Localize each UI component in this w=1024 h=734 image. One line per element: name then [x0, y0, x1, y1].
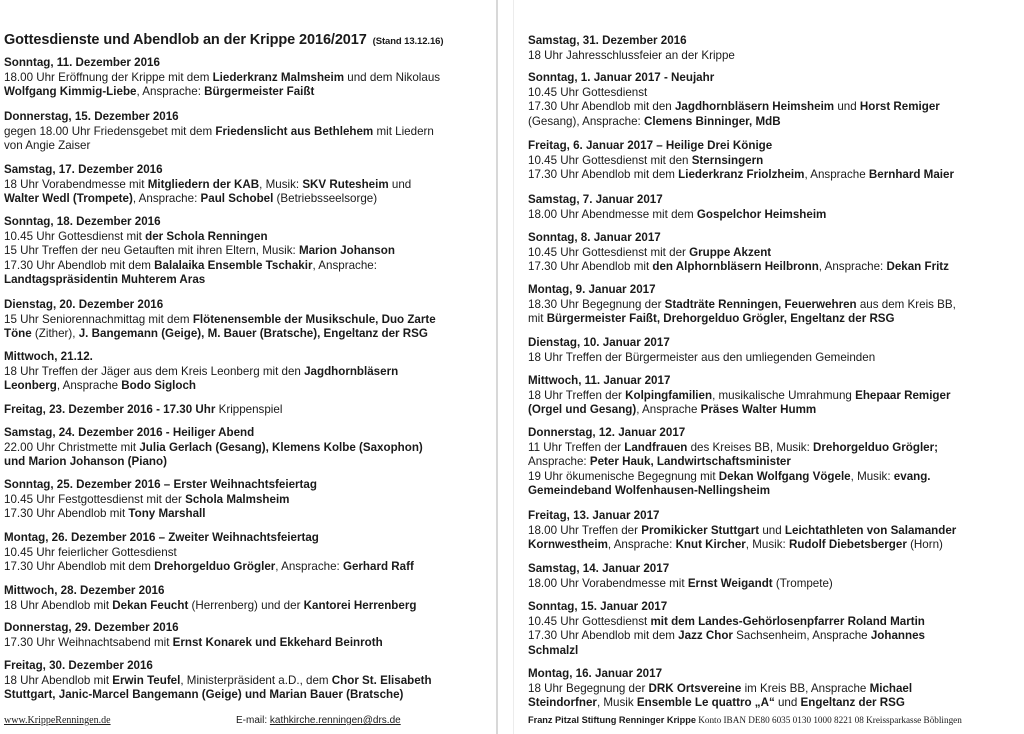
entry-date: Sonntag, 1. Januar 2017 - Neujahr: [528, 71, 715, 84]
entry-text: 17.30 Uhr Abendlob mit dem: [4, 258, 155, 272]
entry-line: [528, 538, 1020, 553]
fold-divider: [496, 0, 498, 734]
entry-line: [4, 178, 494, 193]
entry-line: [4, 636, 494, 651]
entry-highlight: Jagdhornbläsern: [304, 364, 399, 378]
schedule-entry: [528, 374, 1020, 418]
entry-line: [528, 455, 1020, 470]
entry-highlight: J. Bangemann (Geige), M. Bauer (Bratsche), Engeltanz der RSG: [78, 327, 428, 341]
schedule-entry: [4, 215, 494, 288]
schedule-entry: [4, 350, 494, 394]
entry-line: [4, 244, 494, 259]
entry-line: [4, 273, 494, 288]
entry-line: [4, 688, 494, 703]
entry-highlight: Knut Kircher: [675, 538, 746, 552]
entry-highlight: Dekan Fritz: [886, 260, 949, 274]
entry-text: des Kreises BB, Musik:: [687, 440, 814, 454]
entry-highlight: Chor St. Elisabeth: [331, 673, 432, 687]
entry-highlight: Johannes: [870, 629, 925, 643]
entry-highlight: Jagdhornbläsern Heimsheim: [674, 100, 835, 114]
entry-highlight: DRK Ortsvereine: [648, 681, 742, 695]
entry-highlight: Schola Malmsheim: [185, 492, 290, 506]
entry-highlight: Michael: [869, 681, 913, 695]
entry-text: (Betriebsseelsorge): [273, 192, 378, 206]
entry-highlight: Flötenensemble der Musikschule, Duo Zarte: [192, 312, 436, 326]
entry-text: 17.30 Uhr Abendlob mit dem: [528, 168, 679, 182]
entry-date: Donnerstag, 12. Januar 2017: [528, 426, 686, 439]
entry-text: , Ansprache: [804, 168, 869, 182]
entry-date: Sonntag, 8. Januar 2017: [528, 231, 661, 244]
website-link[interactable]: www.KrippeRenningen.de: [4, 715, 111, 726]
entry-highlight: Walter Wedl (Trompete): [4, 192, 133, 206]
entry-text: 10.45 Uhr feierlicher Gottesdienst: [4, 545, 177, 559]
schedule-entry: [528, 283, 1020, 327]
schedule-entry: [4, 56, 494, 100]
entry-highlight: Gemeindeband Wolfenhausen-Nellingsheim: [528, 484, 771, 498]
entry-line: [4, 192, 494, 207]
email-line: [236, 715, 401, 726]
entry-highlight: den Alphornbläsern Heilbronn: [652, 260, 819, 274]
entry-line: [4, 560, 494, 575]
title-stand: (Stand 13.12.16): [372, 36, 444, 47]
entry-text: 15 Uhr Seniorennachmittag mit dem: [4, 312, 193, 326]
entry-highlight: Stadträte Renningen, Feuerwehren: [664, 297, 857, 311]
entry-date: Dienstag, 20. Dezember 2016: [4, 298, 164, 311]
entry-highlight: Drehorgelduo Grögler;: [813, 440, 938, 454]
entry-highlight: Engeltanz der RSG: [800, 696, 905, 710]
schedule-entry: [528, 426, 1020, 499]
entry-highlight: Ernst Weigandt: [687, 576, 773, 590]
entry-highlight: SKV Rutesheim: [302, 177, 389, 191]
entry-line: [528, 246, 1020, 261]
entry-highlight: Landfrauen: [624, 440, 688, 454]
entry-text: 17.30 Uhr Abendlob mit den: [528, 100, 675, 114]
entry-highlight: Leichtathleten von Salamander: [784, 523, 957, 537]
entry-date: Mittwoch, 28. Dezember 2016: [4, 584, 165, 597]
entry-line: [528, 260, 1020, 275]
entry-line: [528, 86, 1020, 101]
entry-date: Mittwoch, 11. Januar 2017: [528, 374, 671, 387]
schedule-entry: [528, 71, 1020, 129]
entry-highlight: Erwin Teufel: [112, 673, 181, 687]
entry-text: 10.45 Uhr Gottesdienst mit den: [528, 153, 692, 167]
entry-highlight: Schmalzl: [528, 643, 579, 657]
entry-highlight: Gruppe Akzent: [689, 245, 772, 259]
entry-line: [528, 208, 1020, 223]
entry-date: Donnerstag, 15. Dezember 2016: [4, 110, 179, 123]
entry-line: [4, 599, 494, 614]
entry-date: Freitag, 6. Januar 2017 – Heilige Drei Könige: [528, 139, 773, 152]
entry-highlight: Stuttgart, Janic-Marcel Bangemann (Geige) und Marian Bauer (Bratsche): [4, 688, 404, 702]
entry-text: 17.30 Uhr Abendlob mit: [4, 507, 129, 521]
entry-date: Samstag, 31. Dezember 2016: [528, 34, 687, 47]
entry-text: , Musik:: [745, 538, 789, 552]
entry-text: 18.00 Uhr Treffen der: [528, 523, 642, 537]
entry-highlight: Liederkranz Malmsheim: [212, 70, 345, 84]
entry-line: [528, 484, 1020, 499]
entry-line: [528, 470, 1020, 485]
entry-text: , Musik: [596, 696, 637, 710]
entry-line: [528, 644, 1020, 659]
entry-date: Sonntag, 18. Dezember 2016: [4, 215, 161, 228]
entry-date: Samstag, 14. Januar 2017: [528, 562, 670, 575]
schedule-entry: [4, 478, 494, 522]
schedule-entry: [4, 426, 494, 470]
entry-highlight: Horst Remiger: [859, 100, 940, 114]
entry-highlight: Sternsingern: [691, 153, 764, 167]
entry-text: , Ansprache:: [312, 258, 377, 272]
entry-highlight: evang.: [893, 469, 931, 483]
entry-text: aus dem Kreis BB,: [856, 297, 956, 311]
entry-date: Dienstag, 10. Januar 2017: [528, 336, 670, 349]
email-link[interactable]: kathkirche.renningen@drs.de: [269, 715, 401, 726]
entry-line: [528, 441, 1020, 456]
entry-line: [4, 139, 494, 154]
entry-highlight: Ernst Konarek und Ekkehard Beinroth: [172, 635, 383, 649]
entry-highlight: Bürgermeister Faißt, Drehorgelduo Grögler, Engeltanz der RSG: [546, 312, 895, 326]
entry-date: Freitag, 30. Dezember 2016: [4, 659, 153, 672]
entry-text: 18 Uhr Treffen der: [528, 388, 626, 402]
bank-details: Konto IBAN DE80 6035 0130 1000 8221 08 Kreissparkasse Böblingen: [695, 715, 962, 725]
entry-text: , Ansprache:: [818, 260, 887, 274]
entry-date: Samstag, 24. Dezember 2016 - Heiliger Abend: [4, 426, 255, 439]
entry-line: [4, 125, 494, 140]
entry-text: , Ansprache:: [275, 560, 343, 574]
entry-text: 22.00 Uhr Christmette mit: [4, 440, 140, 454]
bank-line: [528, 715, 962, 725]
entry-line: [4, 493, 494, 508]
entry-line: [528, 682, 1020, 697]
entry-line: [4, 259, 494, 274]
entry-line: [4, 507, 494, 522]
entry-text: , Ansprache:: [607, 538, 676, 552]
entry-text: , Musik:: [850, 469, 894, 483]
entry-date: Donnerstag, 29. Dezember 2016: [4, 621, 179, 634]
entry-highlight: und Marion Johanson (Piano): [4, 455, 167, 469]
entry-text: 10.45 Uhr Gottesdienst: [528, 614, 651, 628]
entry-text: und: [774, 696, 801, 710]
entry-date: Sonntag, 25. Dezember 2016 – Erster Weihnachtsfeiertag: [4, 478, 317, 491]
entry-line: [4, 85, 494, 100]
entry-highlight: Tony Marshall: [128, 507, 206, 521]
schedule-entry: [528, 193, 1020, 222]
entry-highlight: Präses Walter Humm: [700, 403, 817, 417]
entry-highlight: Liederkranz Friolzheim: [678, 168, 805, 182]
entry-line: [4, 365, 494, 380]
entry-date: Montag, 16. Januar 2017: [528, 667, 663, 680]
entry-text: von Angie Zaiser: [4, 139, 91, 153]
entry-line: [528, 154, 1020, 169]
entry-line: [4, 379, 494, 394]
entry-line: [4, 327, 494, 342]
entry-text: 18 Uhr Jahresschlussfeier an der Krippe: [528, 48, 735, 62]
entry-highlight: Dekan Wolfgang Vögele: [718, 469, 851, 483]
email-label: E-mail:: [236, 715, 270, 726]
entry-text: 11 Uhr Treffen der: [528, 440, 625, 454]
foundation-name: Franz Pitzal Stiftung Renninger Krippe: [528, 715, 696, 725]
entry-line: [4, 441, 494, 456]
entry-highlight: Gospelchor Heimsheim: [696, 207, 827, 221]
entry-text: 18.00 Uhr Vorabendmesse mit: [528, 576, 688, 590]
entry-text: 18.00 Uhr Eröffnung der Krippe mit dem: [4, 70, 213, 84]
entry-line: [528, 524, 1020, 539]
entry-highlight: Clemens Binninger, MdB: [644, 114, 781, 128]
entry-date: Montag, 26. Dezember 2016 – Zweiter Weihnachtsfeiertag: [4, 531, 319, 544]
entry-text: mit: [528, 312, 547, 326]
schedule-entry: [4, 163, 494, 207]
entry-line: [528, 100, 1020, 115]
schedule-entry: [4, 531, 494, 575]
schedule-entry: [528, 336, 1020, 365]
entry-line: [4, 546, 494, 561]
entry-line: [4, 313, 494, 328]
entry-highlight: Mitgliedern der KAB: [147, 177, 260, 191]
schedule-entry: [4, 298, 494, 342]
entry-highlight: Friedenslicht aus Bethlehem: [215, 124, 374, 138]
entry-highlight: Kantorei Herrenberg: [303, 598, 417, 612]
entry-text: 18 Uhr Begegnung der: [528, 681, 649, 695]
entry-highlight: Dekan Feucht: [112, 598, 189, 612]
entry-text: 18 Uhr Abendlob mit: [4, 673, 113, 687]
schedule-entry: [528, 231, 1020, 275]
entry-line: [528, 168, 1020, 183]
entry-highlight: Julia Gerlach (Gesang), Klemens Kolbe (Saxophon): [139, 440, 423, 454]
entry-text: (Zither),: [31, 327, 79, 341]
entry-text: 10.45 Uhr Festgottesdienst mit der: [4, 492, 186, 506]
entry-date: Montag, 9. Januar 2017: [528, 283, 656, 296]
schedule-entry: [528, 562, 1020, 591]
schedule-entry: [528, 139, 1020, 183]
entry-text: 10.45 Uhr Gottesdienst mit der: [528, 245, 690, 259]
entry-highlight: Steindorfner: [528, 696, 597, 710]
entry-text: 18.30 Uhr Begegnung der: [528, 297, 665, 311]
entry-highlight: Gerhard Raff: [342, 560, 414, 574]
entry-highlight: Ensemble Le quattro „A“: [636, 696, 775, 710]
entry-text: 10.45 Uhr Gottesdienst: [528, 85, 648, 99]
entry-text: mit Liedern: [373, 124, 434, 138]
entry-text: , Ansprache:: [136, 85, 205, 99]
entry-text: , Ansprache: [56, 379, 122, 393]
entry-text: 17.30 Uhr Abendlob mit dem: [4, 560, 155, 574]
entry-text: 17.30 Uhr Abendlob mit: [528, 260, 653, 274]
entry-date: Sonntag, 11. Dezember 2016: [4, 56, 160, 69]
schedule-entry: [4, 403, 494, 418]
entry-highlight: Bodo Sigloch: [121, 379, 196, 393]
entry-text: 18 Uhr Abendlob mit: [4, 598, 113, 612]
entry-line: [528, 629, 1020, 644]
entry-text: 15 Uhr Treffen der neu Getauften mit ihren Eltern, Musik:: [4, 244, 299, 258]
entry-text: gegen 18.00 Uhr Friedensgebet mit dem: [4, 124, 216, 138]
entry-text: 17.30 Uhr Abendlob mit dem: [528, 629, 679, 643]
entry-highlight: Peter Hauk, Landwirtschaftsminister: [589, 455, 791, 469]
entry-highlight: Promikicker Stuttgart: [641, 523, 760, 537]
schedule-entry: [4, 659, 494, 703]
entry-text: 18 Uhr Treffen der Jäger aus dem Kreis Leonberg mit den: [4, 364, 305, 378]
entry-text: 18 Uhr Treffen der Bürgermeister aus den umliegenden Gemeinden: [528, 350, 876, 364]
entry-text: 18 Uhr Vorabendmesse mit: [4, 177, 148, 191]
schedule-entry: [4, 110, 494, 154]
entry-text: und: [834, 100, 860, 114]
entry-line: [528, 403, 1020, 418]
schedule-entry: [4, 621, 494, 650]
entry-highlight: Landtagspräsidentin Muhterem Aras: [4, 273, 206, 287]
entry-highlight: mit dem Landes-Gehörlosenpfarrer Roland Martin: [650, 614, 925, 628]
entry-date: Mittwoch, 21.12.: [4, 350, 93, 363]
entry-text: (Herrenberg) und der: [188, 598, 304, 612]
entry-date: Freitag, 13. Januar 2017: [528, 509, 660, 522]
entry-highlight: Marion Johanson: [298, 244, 395, 258]
fold-shadow: [513, 0, 514, 734]
entry-line: [528, 312, 1020, 327]
entry-date: Sonntag, 15. Januar 2017: [528, 600, 668, 613]
entry-line: [528, 115, 1020, 130]
entry-highlight: Balalaika Ensemble Tschakir: [154, 258, 313, 272]
entry-text: 18.00 Uhr Abendmesse mit dem: [528, 207, 697, 221]
entry-highlight: der Schola Renningen: [145, 229, 268, 243]
entry-line: [4, 230, 494, 245]
schedule-entry: [528, 667, 1020, 711]
entry-line: [528, 577, 1020, 592]
entry-line: [528, 298, 1020, 313]
entry-text: , Musik:: [259, 177, 303, 191]
entry-highlight: Drehorgelduo Grögler: [154, 560, 276, 574]
entry-text: , Ansprache:: [132, 192, 201, 206]
entry-highlight: Töne: [4, 327, 32, 341]
entry-highlight: Wolfgang Kimmig-Liebe: [4, 85, 137, 99]
entry-line: [528, 696, 1020, 711]
entry-text: (Gesang), Ansprache:: [528, 114, 644, 128]
entry-line: [528, 49, 1020, 64]
entry-text: 10.45 Uhr Gottesdienst mit: [4, 229, 146, 243]
entry-highlight: Jazz Chor: [678, 629, 733, 643]
entry-text: und: [759, 523, 785, 537]
entry-text: im Kreis BB, Ansprache: [741, 681, 870, 695]
entry-line: [528, 389, 1020, 404]
entry-text: (Horn): [906, 538, 943, 552]
schedule-entry: [528, 600, 1020, 658]
entry-line: [4, 455, 494, 470]
entry-highlight: Rudolf Diebetsberger: [788, 538, 907, 552]
schedule-entry: [528, 509, 1020, 553]
entry-highlight: Bernhard Maier: [868, 168, 954, 182]
schedule-entry: [4, 584, 494, 613]
schedule-entry: [528, 34, 1020, 63]
entry-line: [4, 674, 494, 689]
entry-highlight: Bürgermeister Faißt: [204, 85, 315, 99]
entry-text: , musikalische Umrahmung: [712, 388, 856, 402]
entry-text: Sachsenheim, Ansprache: [732, 629, 871, 643]
entry-highlight: Paul Schobel: [200, 192, 274, 206]
entry-highlight: Ehepaar Remiger: [855, 388, 951, 402]
entry-date: Freitag, 23. Dezember 2016 - 17.30 Uhr Krippenspiel: [4, 403, 283, 416]
title-main: Gottesdienste und Abendlob an der Krippe 2016/2017: [4, 32, 367, 48]
entry-highlight: Leonberg: [4, 379, 57, 393]
entry-text: und dem Nikolaus: [344, 70, 441, 84]
entry-text: , Ministerpräsident a.D., dem: [180, 673, 332, 687]
entry-date-tail: Krippenspiel: [215, 403, 283, 416]
entry-highlight: Kornwestheim: [528, 538, 608, 552]
entry-text: (Trompete): [772, 576, 833, 590]
entry-line: [528, 615, 1020, 630]
entry-date: Samstag, 7. Januar 2017: [528, 193, 663, 206]
entry-text: 19 Uhr ökumenische Begegnung mit: [528, 469, 719, 483]
entry-line: [4, 71, 494, 86]
page-title: [4, 32, 504, 48]
entry-text: , Ansprache: [636, 403, 701, 417]
entry-text: Ansprache:: [528, 455, 590, 469]
entry-highlight: Kolpingfamilien: [625, 388, 713, 402]
entry-text: 17.30 Uhr Weihnachtsabend mit: [4, 635, 173, 649]
entry-highlight: (Orgel und Gesang): [528, 403, 637, 417]
entry-line: [528, 351, 1020, 366]
entry-date: Samstag, 17. Dezember 2016: [4, 163, 163, 176]
entry-text: und: [388, 177, 412, 191]
